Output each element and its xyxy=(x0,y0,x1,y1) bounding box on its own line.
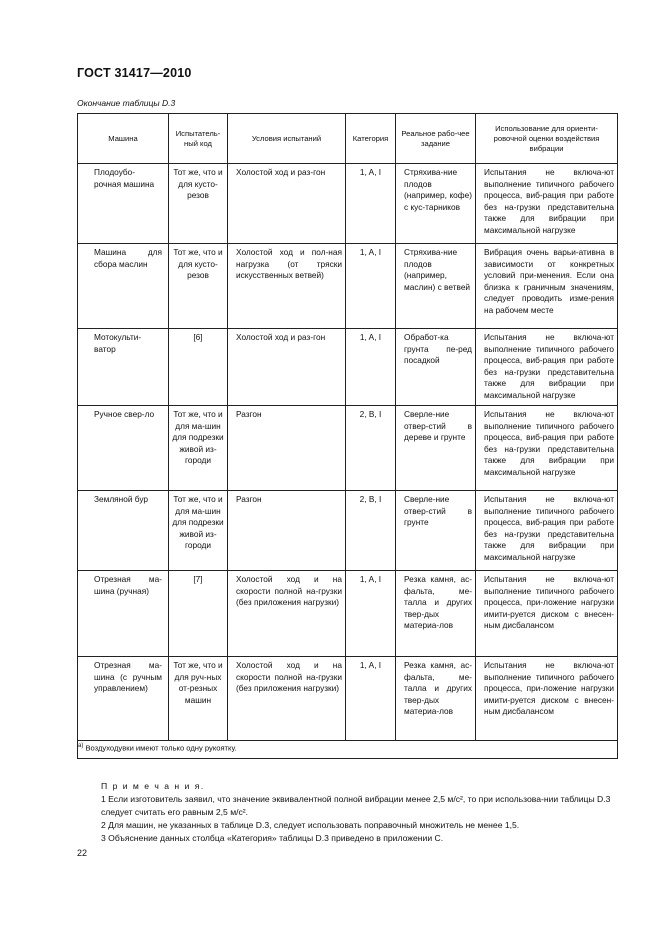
cell-category: 2, B, I xyxy=(359,494,382,504)
cell-task: Сверле-ние отвер-стий в дереве и грунте xyxy=(404,409,472,442)
cell-conditions: Разгон xyxy=(236,409,262,419)
col-header-task: Реальное рабо-чее задание xyxy=(396,114,476,164)
cell-conditions: Холостой ход и на скорости полной на-грузки (без приложения нагрузки) xyxy=(236,660,342,693)
cell-conditions: Холостой ход и на скорости полной на-грузки (без приложения нагрузки) xyxy=(236,574,342,607)
cell-task: Резка камня, ас-фальта, ме-талла и других твер-дых материа-лов xyxy=(404,574,472,630)
cell-usage: Испытания не включа-ют выполнение типичного рабочего процесса, виб-рация при работе без на-грузки представительна также для вибрации при максимальной нагрузке xyxy=(484,332,614,400)
cell-category: 1, A, I xyxy=(359,660,382,670)
footnote-mark: а) xyxy=(78,743,84,749)
cell-category: 1, A, I xyxy=(359,167,382,177)
cell-usage: Испытания не включа-ют выполнение типичного рабочего процесса, при-ложение нагрузки имити-руется диском с внесен-ным дисбалансом xyxy=(484,660,614,716)
table-header-row xyxy=(78,114,618,164)
table-row xyxy=(78,571,618,657)
cell-conditions: Разгон xyxy=(236,494,262,504)
cell-code: [7] xyxy=(193,574,203,584)
cell-usage: Вибрация очень варьи-ативна в зависимости от конкретных условий при-менения. Если она близка к граничным значениям, следует проводить изме-рения на рабочем месте xyxy=(484,247,614,315)
vibration-table xyxy=(77,113,618,759)
col-header-code: Испытатель-ный код xyxy=(169,114,228,164)
table-row xyxy=(78,329,618,406)
note-3: 3 Объяснение данных столбца «Категория» таблицы D.3 приведено в приложении C. xyxy=(101,833,444,843)
note-2: 2 Для машин, не указанных в таблице D.3, следует использовать поправочный множитель не менее 1,5. xyxy=(101,820,520,830)
cell-code: [6] xyxy=(193,332,203,342)
cell-code: Тот же, что и для кусто-резов xyxy=(173,247,223,280)
cell-task: Сверле-ние отвер-стий в грунте xyxy=(404,494,472,527)
cell-category: 1, A, I xyxy=(359,247,382,257)
cell-category: 1, A, I xyxy=(359,574,382,584)
page-number: 22 xyxy=(77,848,88,858)
table-caption: Окончание таблицы D.3 xyxy=(77,98,176,108)
notes-section xyxy=(77,780,617,845)
cell-task: Резка камня, ас-фальта, ме-талла и других твер-дых материа-лов xyxy=(404,660,472,716)
cell-conditions: Холостой ход и раз-гон xyxy=(236,167,326,177)
cell-conditions: Холостой ход и раз-гон xyxy=(236,332,326,342)
cell-task: Стряхива-ние плодов (например, кофе) с кус-тарников xyxy=(404,167,472,212)
table-row xyxy=(78,406,618,491)
table-footnote: Воздуходувки имеют только одну рукоятку. xyxy=(85,743,237,753)
notes-heading: П р и м е ч а н и я. xyxy=(101,781,205,791)
col-header-usage: Использование для ориенти-ровочной оценки воздействия вибрации xyxy=(476,114,618,164)
cell-category: 2, B, I xyxy=(359,409,382,419)
cell-machine: Машина для сбора маслин xyxy=(94,247,162,269)
cell-task: Стряхива-ние плодов (например, маслин) с ветвей xyxy=(404,247,471,292)
cell-machine: Плодоубо-рочная машина xyxy=(94,167,155,189)
table-row xyxy=(78,491,618,571)
cell-machine: Земляной бур xyxy=(94,494,149,504)
note-1: 1 Если изготовитель заявил, что значение эквивалентной полной вибрации менее 2,5 м/с², то при использова-нии таблицы D.3 следует считать его равным 2,5 м/с². xyxy=(101,794,611,817)
cell-task: Обработ-ка грунта пе-ред посадкой xyxy=(404,332,472,365)
table-row xyxy=(78,164,618,244)
col-header-category: Категория xyxy=(346,114,396,164)
cell-code: Тот же, что и для ма-шин для подрезки живой из-городи xyxy=(172,409,224,465)
cell-conditions: Холостой ход и пол-ная нагрузка (от тряски искусственных ветвей) xyxy=(236,247,342,280)
cell-machine: Отрезная ма-шина (ручная) xyxy=(94,574,162,596)
cell-code: Тот же, что и для ма-шин для подрезки живой из-городи xyxy=(172,494,224,550)
cell-usage: Испытания не включа-ют выполнение типичного рабочего процесса, виб-рация при работе без на-грузки представительна также для вибрации при максимальной нагрузке xyxy=(484,409,614,477)
cell-usage: Испытания не включа-ют выполнение типичного рабочего процесса, при-ложение нагрузки имити-руется диском с внесен-ным дисбалансом xyxy=(484,574,614,630)
col-header-conditions: Условия испытаний xyxy=(228,114,346,164)
cell-usage: Испытания не включа-ют выполнение типичного рабочего процесса, виб-рация при работе без на-грузки представительна также для вибрации при максимальной нагрузке xyxy=(484,167,614,235)
table-row xyxy=(78,657,618,741)
cell-category: 1, A, I xyxy=(359,332,382,342)
document-title: ГОСТ 31417—2010 xyxy=(77,66,192,80)
col-header-machine: Машина xyxy=(78,114,169,164)
cell-code: Тот же, что и для руч-ных от-резных машин xyxy=(173,660,223,705)
cell-machine: Ручное свер-ло xyxy=(94,409,155,419)
cell-machine: Отрезная ма-шина (с ручным управлением) xyxy=(94,660,162,693)
cell-machine: Мотокульти-ватор xyxy=(94,332,142,354)
table-row xyxy=(78,244,618,329)
table-footnote-row xyxy=(78,741,618,759)
cell-usage: Испытания не включа-ют выполнение типичного рабочего процесса, виб-рация при работе без на-грузки представительна также для вибрации при максимальной нагрузке xyxy=(484,494,614,562)
cell-code: Тот же, что и для кусто-резов xyxy=(173,167,223,200)
